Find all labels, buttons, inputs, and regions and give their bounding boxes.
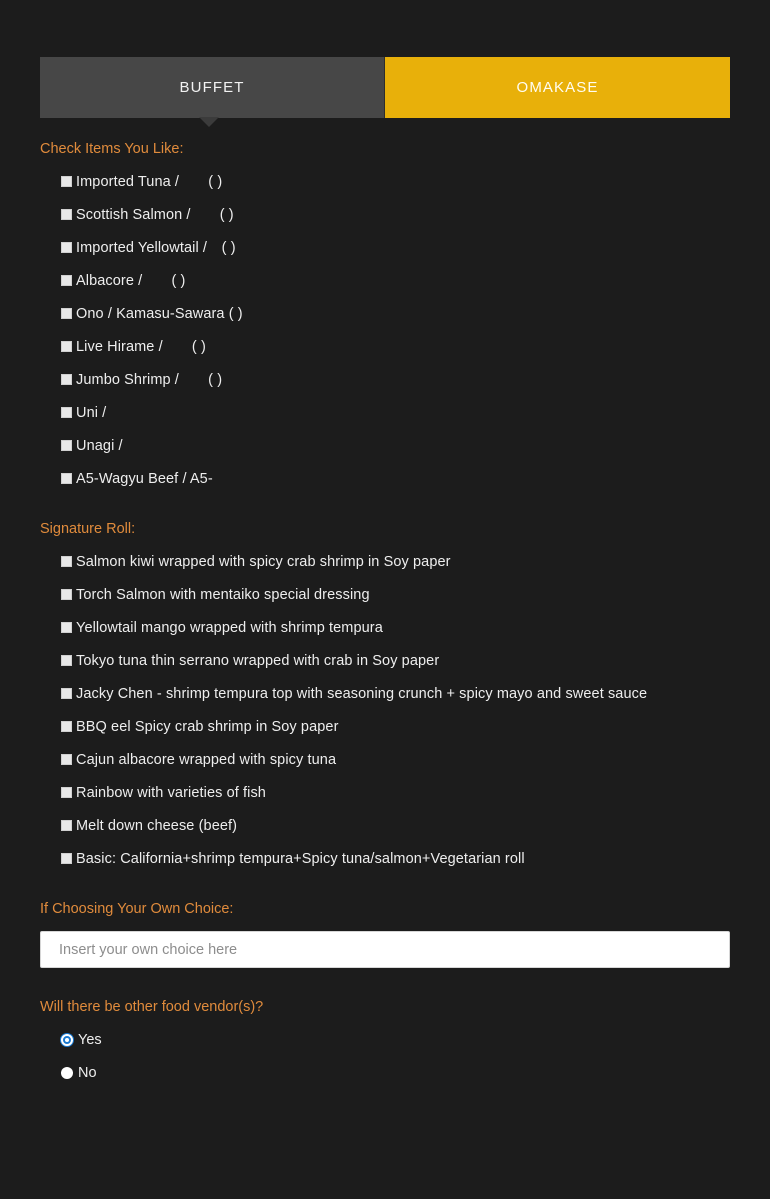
checkbox-icon[interactable]: [61, 820, 72, 831]
checkbox-icon[interactable]: [61, 721, 72, 732]
radio-label: Yes: [78, 1032, 102, 1048]
check-item[interactable]: [40, 204, 730, 226]
other-vendors-radio-group: [40, 1029, 730, 1084]
section-signature-roll: [40, 520, 730, 870]
page-bottom-cutoff: [40, 1188, 200, 1199]
roll-item-label: Melt down cheese (beef): [76, 818, 238, 834]
tab-pointer-icon: [199, 117, 219, 127]
check-item[interactable]: [40, 270, 730, 292]
signature-roll-heading: Signature Roll:: [40, 521, 136, 537]
checkbox-icon[interactable]: [61, 308, 72, 319]
check-item-label: Albacore / ( ): [76, 273, 186, 289]
checkbox-icon[interactable]: [61, 853, 72, 864]
tab-omakase[interactable]: OMAKASE: [385, 57, 730, 118]
own-choice-heading: If Choosing Your Own Choice:: [40, 901, 234, 917]
checkbox-icon[interactable]: [61, 341, 72, 352]
roll-item[interactable]: [40, 782, 730, 804]
check-item-label: Ono / Kamasu-Sawara ( ): [76, 306, 243, 322]
checkbox-icon[interactable]: [61, 754, 72, 765]
spacer: [40, 968, 730, 998]
roll-item-label: Torch Salmon with mentaiko special dressing: [76, 587, 370, 603]
other-vendors-heading: Will there be other food vendor(s)?: [40, 999, 264, 1015]
spacer: [40, 870, 730, 900]
roll-item[interactable]: [40, 617, 730, 639]
menu-type-tabs: [40, 57, 730, 118]
check-item[interactable]: [40, 435, 730, 457]
check-item-label: Live Hirame / ( ): [76, 339, 206, 355]
checkbox-icon[interactable]: [61, 242, 72, 253]
checkbox-icon[interactable]: [61, 655, 72, 666]
checkbox-icon[interactable]: [61, 688, 72, 699]
checkbox-icon[interactable]: [61, 440, 72, 451]
check-item-label: Uni /: [76, 405, 107, 421]
checkbox-icon[interactable]: [61, 374, 72, 385]
roll-item[interactable]: [40, 650, 730, 672]
radio-label: No: [78, 1065, 97, 1081]
check-item-label: Jumbo Shrimp / ( ): [76, 372, 223, 388]
check-item[interactable]: [40, 336, 730, 358]
signature-roll-list: [40, 551, 730, 870]
roll-item[interactable]: [40, 584, 730, 606]
form-content: [40, 140, 730, 1084]
radio-option-yes[interactable]: [40, 1029, 730, 1051]
checkbox-icon[interactable]: [61, 407, 72, 418]
roll-item-label: Rainbow with varieties of fish: [76, 785, 266, 801]
tab-buffet[interactable]: BUFFET: [40, 57, 385, 118]
radio-option-no[interactable]: [40, 1062, 730, 1084]
check-item-label: Unagi /: [76, 438, 123, 454]
roll-item[interactable]: [40, 683, 730, 705]
roll-item[interactable]: [40, 551, 730, 573]
checkbox-icon[interactable]: [61, 589, 72, 600]
section-check-items: [40, 140, 730, 490]
check-item[interactable]: [40, 171, 730, 193]
check-item-label: A5-Wagyu Beef / A5-: [76, 471, 213, 487]
check-item-label: Imported Yellowtail / ( ): [76, 240, 236, 256]
check-items-list: [40, 171, 730, 490]
checkbox-icon[interactable]: [61, 622, 72, 633]
check-item-label: Scottish Salmon / ( ): [76, 207, 234, 223]
roll-item[interactable]: [40, 749, 730, 771]
section-own-choice: [40, 900, 730, 968]
spacer: [40, 490, 730, 520]
check-item[interactable]: [40, 303, 730, 325]
check-item[interactable]: [40, 237, 730, 259]
check-item[interactable]: [40, 369, 730, 391]
checkbox-icon[interactable]: [61, 787, 72, 798]
radio-icon[interactable]: [61, 1067, 73, 1079]
roll-item-label: BBQ eel Spicy crab shrimp in Soy paper: [76, 719, 339, 735]
checkbox-icon[interactable]: [61, 176, 72, 187]
section-other-vendors: [40, 998, 730, 1084]
checkbox-icon[interactable]: [61, 209, 72, 220]
roll-item-label: Yellowtail mango wrapped with shrimp tempura: [76, 620, 383, 636]
checkbox-icon[interactable]: [61, 556, 72, 567]
check-item[interactable]: [40, 468, 730, 490]
roll-item-label: Basic: California+shrimp tempura+Spicy tuna/salmon+Vegetarian roll: [76, 851, 525, 867]
check-item-label: Imported Tuna / ( ): [76, 174, 223, 190]
roll-item-label: Cajun albacore wrapped with spicy tuna: [76, 752, 337, 768]
checkbox-icon[interactable]: [61, 473, 72, 484]
checkbox-icon[interactable]: [61, 275, 72, 286]
roll-item-label: Jacky Chen - shrimp tempura top with seasoning crunch + spicy mayo and sweet sauce: [76, 686, 648, 702]
roll-item[interactable]: [40, 716, 730, 738]
roll-item-label: Tokyo tuna thin serrano wrapped with crab in Soy paper: [76, 653, 440, 669]
radio-icon-selected[interactable]: [61, 1034, 73, 1046]
roll-item[interactable]: [40, 848, 730, 870]
check-item[interactable]: [40, 402, 730, 424]
roll-item-label: Salmon kiwi wrapped with spicy crab shrimp in Soy paper: [76, 554, 451, 570]
own-choice-input[interactable]: [40, 931, 730, 968]
roll-item[interactable]: [40, 815, 730, 837]
check-items-heading: Check Items You Like:: [40, 141, 184, 157]
